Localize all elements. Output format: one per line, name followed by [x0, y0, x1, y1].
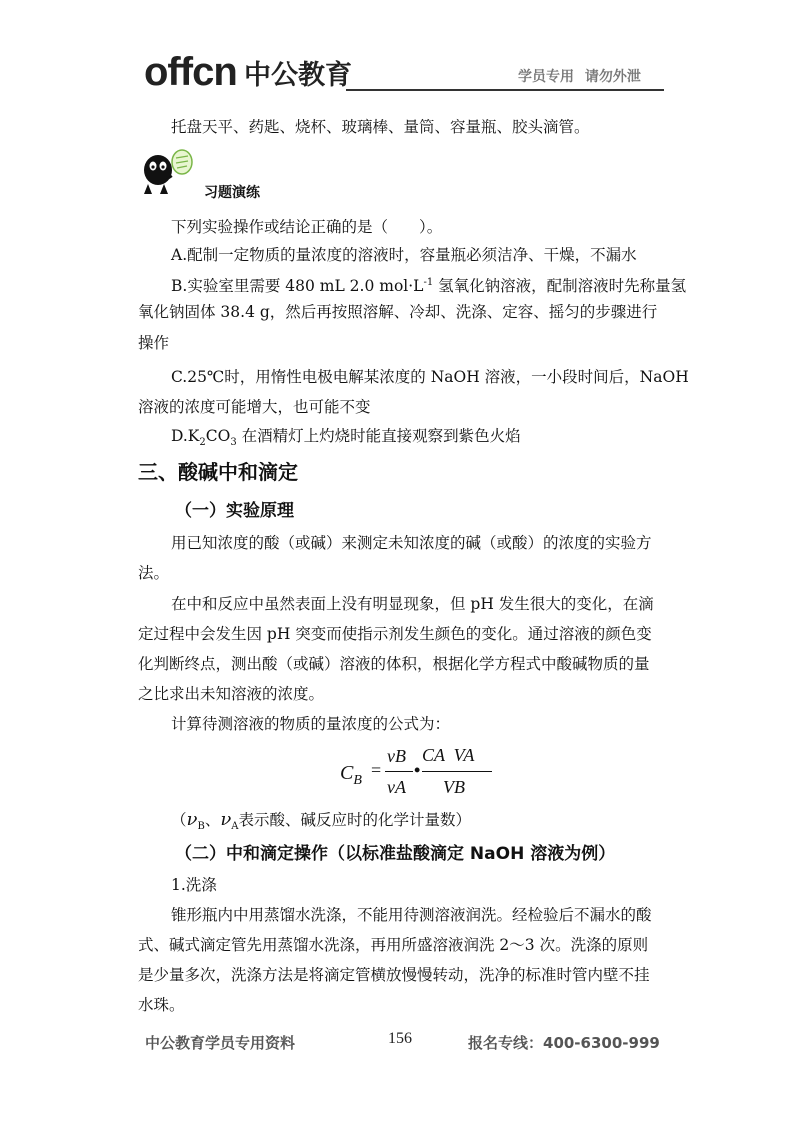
exercise-title: 习题演练 [204, 185, 260, 201]
option-b-line-2: 氧化钠固体 38.4 g，然后再按照溶解、冷却、洗涤、定容、摇匀的步骤进行 [138, 303, 658, 321]
note-open: （ [171, 811, 187, 829]
paragraph-4-line-2: 式、碱式滴定管先用蒸馏水洗涤，再用所盛溶液润洗 2～3 次。洗涤的原则 [138, 936, 649, 954]
subsection-heading-1: （一）实验原理 [175, 501, 294, 521]
option-b-text-b: 氢氧化钠溶液，配制溶液时先称量氢 [433, 277, 687, 296]
note-nu-2: ν [220, 809, 232, 830]
option-b-line-3: 操作 [138, 334, 170, 352]
header-rule [346, 89, 664, 91]
mascot-pencil-icon [138, 148, 196, 198]
option-a: A.配制一定物质的量浓度的溶液时，容量瓶必须洁净、干燥，不漏水 [171, 246, 637, 264]
header-note: 学员专用 请勿外泄 [518, 69, 641, 85]
formula-frac1-bar [385, 771, 413, 772]
brand-logo-cn: 中公教育 [244, 60, 352, 91]
section-heading: 三、酸碱中和滴定 [138, 460, 298, 484]
note-sub-1: B [197, 821, 205, 833]
formula-lhs-c: C [340, 762, 354, 784]
paragraph-1-line-2: 法。 [138, 564, 170, 582]
formula-frac2-num: CA VA [422, 745, 475, 765]
formula-lhs [340, 762, 362, 789]
step-1-title: 1.洗涤 [171, 876, 217, 894]
formula-lhs-sub: B [353, 773, 362, 788]
option-d-sub-2: 3 [230, 437, 237, 449]
option-d-sub-1: 2 [199, 437, 206, 449]
formula-dot: • [414, 760, 421, 780]
intro-line: 托盘天平、药匙、烧杯、玻璃棒、量筒、容量瓶、胶头滴管。 [171, 118, 590, 136]
paragraph-2-line-2: 定过程中会发生因 pH 突变而使指示剂发生颜色的变化。通过溶液的颜色变 [138, 625, 652, 643]
option-d [171, 426, 521, 453]
note-sub-2: A [231, 821, 239, 833]
option-b-text-a: B.实验室里需要 480 mL 2.0 mol·L [171, 277, 424, 296]
formula-note [171, 810, 471, 837]
paragraph-1-line-1: 用已知浓度的酸（或碱）来测定未知浓度的碱（或酸）的浓度的实验方 [171, 534, 652, 552]
note-text: 表示酸、碱反应时的化学计量数） [238, 811, 472, 829]
paragraph-2-line-4: 之比求出未知溶液的浓度。 [138, 685, 325, 703]
formula-frac1-num: vB [387, 746, 406, 766]
formula-frac1-den: vA [387, 777, 406, 797]
option-d-text-b: CO [205, 427, 231, 445]
option-b-line-1 [171, 273, 686, 296]
footer-left: 中公教育学员专用资料 [145, 1034, 296, 1052]
paragraph-2-line-3: 化判断终点，测出酸（或碱）溶液的体积，根据化学方程式中酸碱物质的量 [138, 655, 650, 673]
paragraph-2-line-1: 在中和反应中虽然表面上没有明显现象，但 pH 发生很大的变化，在滴 [171, 595, 654, 613]
note-nu-1: ν [186, 809, 198, 830]
option-d-text-c: 在酒精灯上灼烧时能直接观察到紫色火焰 [236, 427, 521, 445]
paragraph-4-line-4: 水珠。 [138, 996, 185, 1014]
page-number: 156 [388, 1030, 412, 1047]
paragraph-3: 计算待测溶液的物质的量浓度的公式为： [171, 715, 451, 733]
paragraph-4-line-1: 锥形瓶内中用蒸馏水洗涤，不能用待测溶液润洗。经检验后不漏水的酸 [171, 906, 652, 924]
exercise-question: 下列实验操作或结论正确的是（ ）。 [171, 218, 443, 236]
option-c-line-1: C.25℃时，用惰性电极电解某浓度的 NaOH 溶液，一小段时间后，NaOH [171, 368, 689, 386]
formula-equals: = [371, 760, 382, 780]
option-d-text-a: D.K [171, 427, 200, 445]
concentration-formula [340, 742, 500, 802]
paragraph-4-line-3: 是少量多次，洗涤方法是将滴定管横放慢慢转动，洗净的标准时管内壁不挂 [138, 966, 650, 984]
brand-logo-en: offcn [144, 50, 237, 94]
formula-frac2-bar [422, 771, 492, 772]
subsection-heading-2: （二）中和滴定操作（以标准盐酸滴定 NaOH 溶液为例） [175, 844, 616, 864]
footer-hotline: 报名专线：400-6300-999 [468, 1034, 660, 1052]
option-b-sup: -1 [423, 277, 434, 288]
formula-frac2-den: VB [443, 777, 465, 797]
option-c-line-2: 溶液的浓度可能增大，也可能不变 [138, 398, 371, 416]
note-sep: 、 [204, 811, 221, 829]
